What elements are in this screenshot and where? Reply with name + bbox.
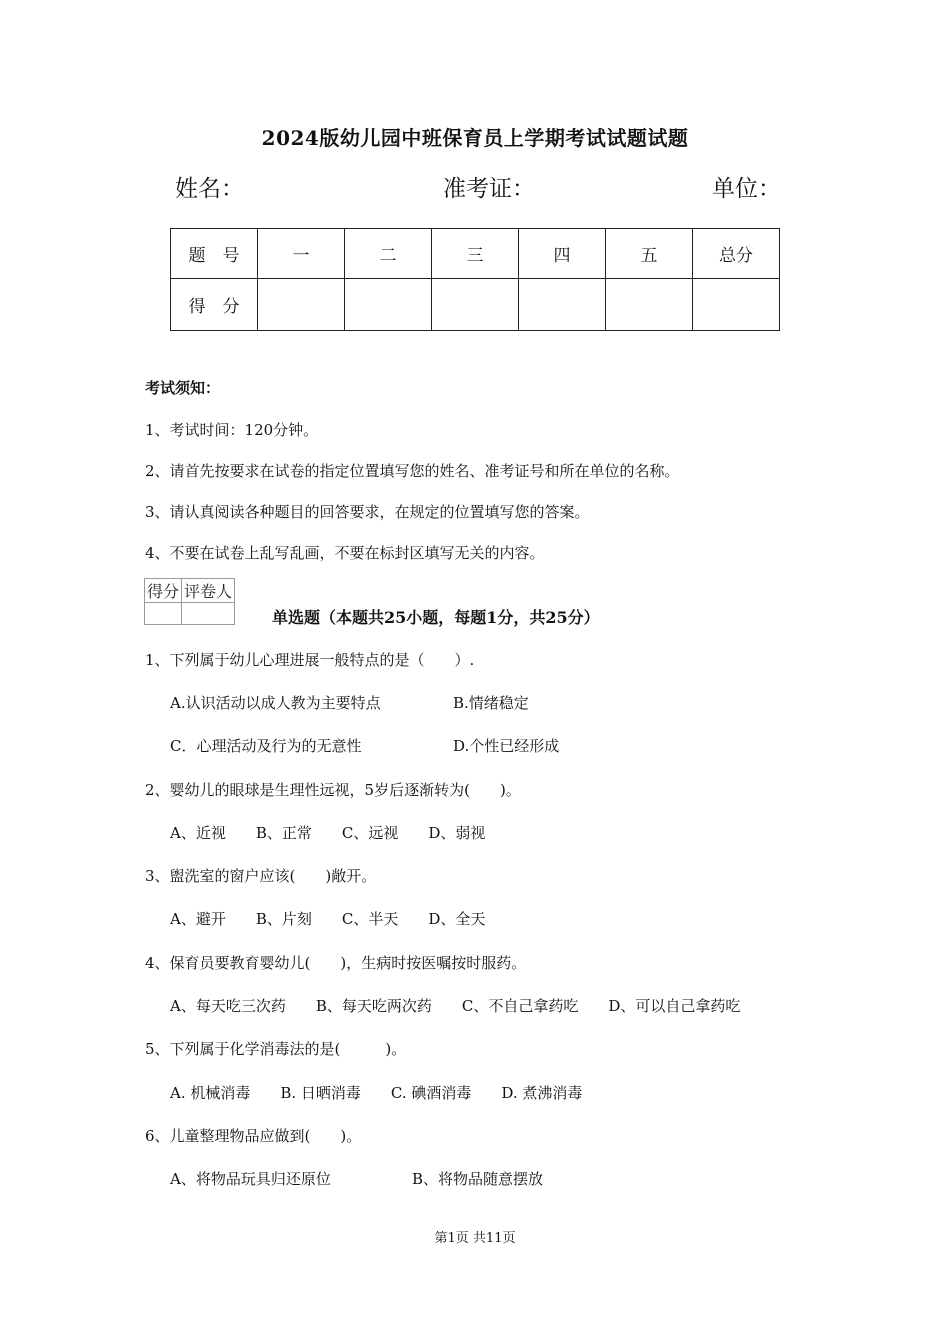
question-text: 2、婴幼儿的眼球是生理性远视，5岁后逐渐转为( )。: [145, 781, 521, 799]
note-item: 1、考试时间：120分钟。: [145, 421, 319, 439]
exam-id-field-label: 准考证：: [443, 176, 535, 202]
question-options: A. 机械消毒 B. 日晒消毒 C. 碘酒消毒 D. 煮沸消毒: [170, 1084, 583, 1102]
grader-box: [144, 578, 235, 625]
grader-name-cell[interactable]: [182, 603, 235, 625]
score-table: [170, 228, 780, 331]
header-cell-part-4: 四: [519, 229, 606, 279]
score-cell-total[interactable]: [693, 279, 780, 331]
note-item: 4、不要在试卷上乱写乱画，不要在标封区填写无关的内容。: [145, 544, 545, 562]
question-options: A、避开 B、片刻 C、半天 D、全天: [170, 910, 486, 928]
question-option: C．心理活动及行为的无意性: [170, 737, 362, 755]
name-field-label: 姓名：: [175, 176, 244, 202]
question-option: B、将物品随意摆放: [412, 1170, 544, 1188]
score-table-score-row: [171, 279, 780, 331]
header-cell-total: 总分: [693, 229, 780, 279]
question-text: 3、盥洗室的窗户应该( )敞开。: [145, 867, 377, 885]
question-text: 1、下列属于幼儿心理进展一般特点的是（ ）.: [145, 651, 475, 669]
score-table-header-row: [171, 229, 780, 279]
grader-name-label: 评卷人: [182, 579, 235, 603]
section-title: 单选题（本题共25小题，每题1分，共25分）: [272, 608, 600, 627]
score-cell[interactable]: [345, 279, 432, 331]
header-cell-part-3: 三: [432, 229, 519, 279]
header-cell-part-1: 一: [258, 229, 345, 279]
grader-score-cell[interactable]: [145, 603, 182, 625]
question-text: 5、下列属于化学消毒法的是( )。: [145, 1040, 407, 1058]
notes-heading: 考试须知：: [145, 379, 221, 397]
question-option: B.情绪稳定: [453, 694, 529, 712]
question-option: A、将物品玩具归还原位: [170, 1170, 331, 1188]
score-cell[interactable]: [519, 279, 606, 331]
header-cell-part-2: 二: [345, 229, 432, 279]
header-cell-question-number: 题 号: [171, 229, 258, 279]
score-cell[interactable]: [606, 279, 693, 331]
score-cell[interactable]: [258, 279, 345, 331]
question-text: 6、儿童整理物品应做到( )。: [145, 1127, 362, 1145]
grader-score-label: 得分: [145, 579, 182, 603]
note-item: 3、请认真阅读各种题目的回答要求，在规定的位置填写您的答案。: [145, 503, 590, 521]
question-option: A.认识活动以成人教为主要特点: [170, 694, 381, 712]
question-options: A、近视 B、正常 C、远视 D、弱视: [170, 824, 486, 842]
header-cell-part-5: 五: [606, 229, 693, 279]
unit-field-label: 单位：: [712, 176, 781, 202]
page-title: 2024版幼儿园中班保育员上学期考试试题试题: [261, 126, 689, 150]
question-text: 4、保育员要教育婴幼儿( )，生病时按医嘱按时服药。: [145, 954, 527, 972]
question-options: A、每天吃三次药 B、每天吃两次药 C、不自己拿药吃 D、可以自己拿药吃: [170, 997, 741, 1015]
note-item: 2、请首先按要求在试卷的指定位置填写您的姓名、准考证号和所在单位的名称。: [145, 462, 680, 480]
question-option: D.个性已经形成: [453, 737, 560, 755]
score-cell[interactable]: [432, 279, 519, 331]
page-footer: 第1页 共11页: [434, 1231, 516, 1246]
score-row-label: 得 分: [171, 279, 258, 331]
